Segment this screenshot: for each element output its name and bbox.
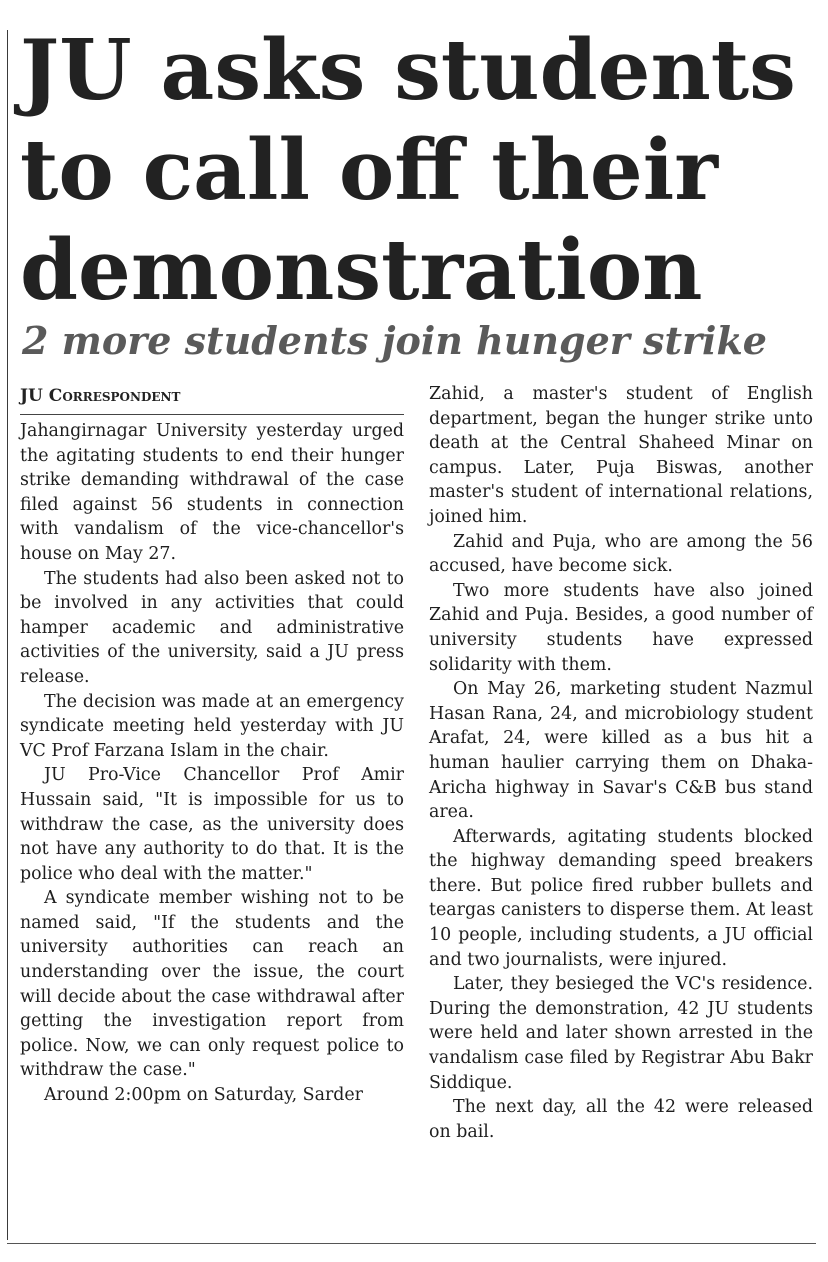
byline: JU Correspondent <box>20 382 404 415</box>
article-paragraph: JU Pro-Vice Chancellor Prof Amir Hussain said, "It is impossible for us to withdraw the case, as the university does not have any authority to do that. It is the police who deal with the matter." <box>20 765 404 884</box>
subheadline: 2 more students join hunger strike <box>22 318 767 363</box>
article-paragraph: Afterwards, agitating students blocked the highway demanding speed breakers there. But police fired rubber bullets and teargas canisters to disperse them. At least 10 people, including students, a JU official and two journalists, were injured. <box>429 826 813 970</box>
article-column-right <box>429 382 813 1144</box>
article-paragraph: On May 26, marketing student Nazmul Hasan Rana, 24, and microbiology student Arafat, 24, were killed as a bus hit a human haulier carrying them on Dhaka-Aricha highway in Savar's C&B bus stand area. <box>429 679 813 823</box>
left-column-rule <box>7 30 8 1240</box>
article-paragraph: The decision was made at an emergency syndicate meeting held yesterday with JU VC Prof Farzana Islam in the chair. <box>20 691 404 761</box>
article-paragraph: The next day, all the 42 were released on bail. <box>429 1097 813 1142</box>
article-paragraph: Zahid, a master's student of English department, began the hunger strike unto death at the Central Shaheed Minar on campus. Later, Puja Biswas, another master's student of international relations, joined him. <box>429 384 813 527</box>
article-paragraph: Two more students have also joined Zahid and Puja. Besides, a good number of university students have expressed solidarity with them. <box>429 580 813 675</box>
article-column-left <box>20 382 404 1108</box>
article-paragraph: Jahangirnagar University yesterday urged the agitating students to end their hunger strike demanding withdrawal of the case filed against 56 students in connection with vandalism of the vice-chancellor's house on May 27. <box>20 421 404 564</box>
article-paragraph: Around 2:00pm on Saturday, Sarder <box>44 1085 363 1106</box>
article-paragraph: The students had also been asked not to be involved in any activities that could hamper academic and administrative activities of the university, said a JU press release. <box>20 568 404 687</box>
bottom-rule <box>7 1243 816 1244</box>
article-paragraph: A syndicate member wishing not to be named said, "If the students and the university authorities can reach an understanding over the issue, the court will decide about the case withdrawal after getting the investigation report from police. Now, we can only request police to withdraw the case." <box>20 888 404 1081</box>
article-paragraph: Later, they besieged the VC's residence. During the demonstration, 42 JU students were held and later shown arrested in the vandalism case filed by Registrar Abu Bakr Siddique. <box>429 974 813 1093</box>
headline: JU asks students to call off their demonstration <box>20 21 796 319</box>
article-paragraph: Zahid and Puja, who are among the 56 accused, have become sick. <box>429 531 813 577</box>
